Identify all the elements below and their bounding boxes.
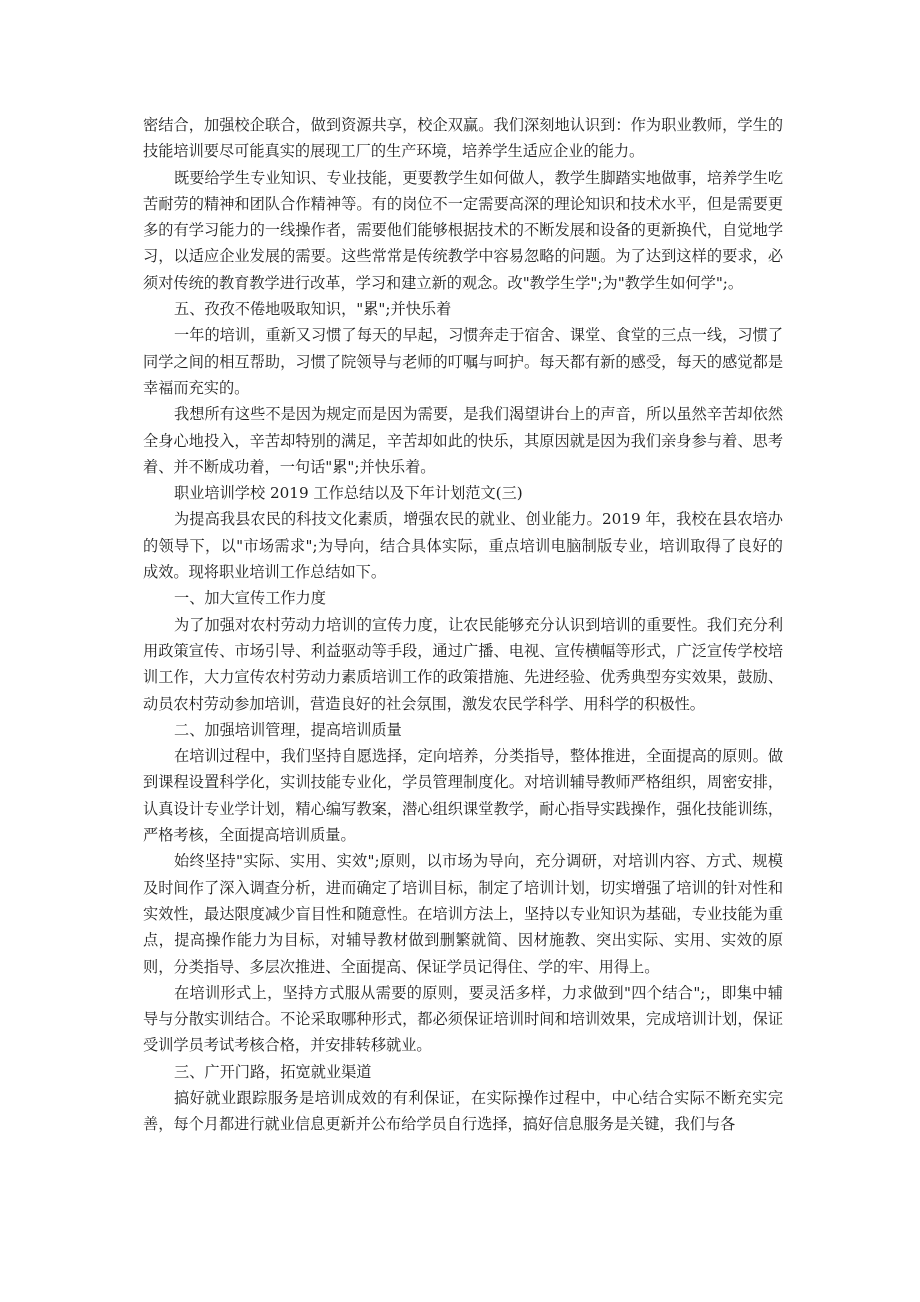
paragraph-publicity: 为了加强对农村劳动力培训的宣传力度，让农民能够充分认识到培训的重要性。我们充分利用政策宣传、市场引导、利益驱动等手段，通过广播、电视、宣传横幅等形式，广泛宣传学校培训工作，大力宣传农村劳动力素质培训工作的政策措施、先进经验、优秀典型夯实效果，鼓励、动员农村劳动参加培训，营造良好的社会氛围，激发农民学科学、用科学的积极性。 — [143, 615, 783, 713]
section-heading-five: 五、孜孜不倦地吸取知识，"累";并快乐着 — [174, 300, 452, 319]
paragraph-training-management: 在培训过程中，我们坚持自愿选择，定向培养，分类指导，整体推进，全面提高的原则。做到课程设置科学化，实训技能专业化，学员管理制度化。对培训辅导教师严格组织，周密安排，认真设计专业学计划，精心编写教案，潜心组织课堂教学，耐心指导实践操作，强化技能训练，严格考核，全面提高培训质量。 — [143, 747, 783, 845]
section-heading-two: 二、加强培训管理，提高培训质量 — [174, 720, 402, 739]
paragraph-practical-principle: 始终坚持"实际、实用、实效";原则，以市场为导向，充分调研，对培训内容、方式、规模及时间作了深入调查分析，进而确定了培训目标，制定了培训计划，切实增强了培训的针对性和实效性，最达限度减少盲目性和随意性。在培训方法上，坚持以专业知识为基础，专业技能为重点，提高操作能力为目标，对辅导教材做到删繁就简、因材施教、突出实际、实用、实效的原则，分类指导、多层次推进、全面提高、保证学员记得住、学的牢、用得上。 — [143, 852, 783, 976]
paragraph-reflection: 我想所有这些不是因为规定而是因为需要，是我们渴望讲台上的声音，所以虽然辛苦却依然全身心地投入，辛苦却特别的满足，辛苦却如此的快乐，其原因就是因为我们亲身参与着、思考着、并不断成功着，一句话"累";并快乐着。 — [143, 405, 783, 476]
section-heading-one: 一、加大宣传工作力度 — [174, 589, 326, 608]
paragraph-teaching-philosophy: 既要给学生专业知识、专业技能，更要教学生如何做人，教学生脚踏实地做事，培养学生吃苦耐劳的精神和团队合作精神等。有的岗位不一定需要高深的理论知识和技术水平，但是需要更多的有学习能力的一线操作者，需要他们能够根据技术的不断发展和设备的更新换代，自觉地学习，以适应企业发展的需要。这些常常是传统教学中容易忽略的问题。为了达到这样的要求，必须对传统的教育教学进行改革，学习和建立新的观念。改"教学生学";为"教学生如何学";。 — [143, 168, 783, 292]
article-title: 职业培训学校 2019 工作总结以及下年计划范文(三) — [174, 484, 523, 503]
paragraph-introduction: 为提高我县农民的科技文化素质，增强农民的就业、创业能力。2019 年，我校在县农培办的领导下，以"市场需求";为导向，结合具体实际，重点培训电脑制版专业，培训取得了良好的成效。现将职业培训工作总结如下。 — [143, 510, 783, 582]
paragraph-training-format: 在培训形式上，坚持方式服从需要的原则，要灵活多样，力求做到"四个结合";，即集中辅导与分散实训结合。不论采取哪种形式，都必须保证培训时间和培训效果，完成培训计划，保证受训学员考试考核合格，并安排转移就业。 — [143, 983, 783, 1055]
paragraph-training-year: 一年的培训，重新又习惯了每天的早起，习惯奔走于宿舍、课堂、食堂的三点一线，习惯了同学之间的相互帮助，习惯了院领导与老师的叮嘱与呵护。每天都有新的感受，每天的感觉都是幸福而充实的。 — [143, 326, 783, 397]
document-body — [143, 112, 783, 1138]
paragraph-school-enterprise: 密结合，加强校企联合，做到资源共享，校企双赢。我们深刻地认识到：作为职业教师，学生的技能培训要尽可能真实的展现工厂的生产环境，培养学生适应企业的能力。 — [143, 116, 783, 161]
section-heading-three: 三、广开门路，拓宽就业渠道 — [174, 1062, 372, 1081]
paragraph-employment-service: 搞好就业跟踪服务是培训成效的有利保证，在实际操作过程中，中心结合实际不断充实完善，每个月都进行就业信息更新并公布给学员自行选择，搞好信息服务是关键，我们与各 — [143, 1088, 783, 1134]
